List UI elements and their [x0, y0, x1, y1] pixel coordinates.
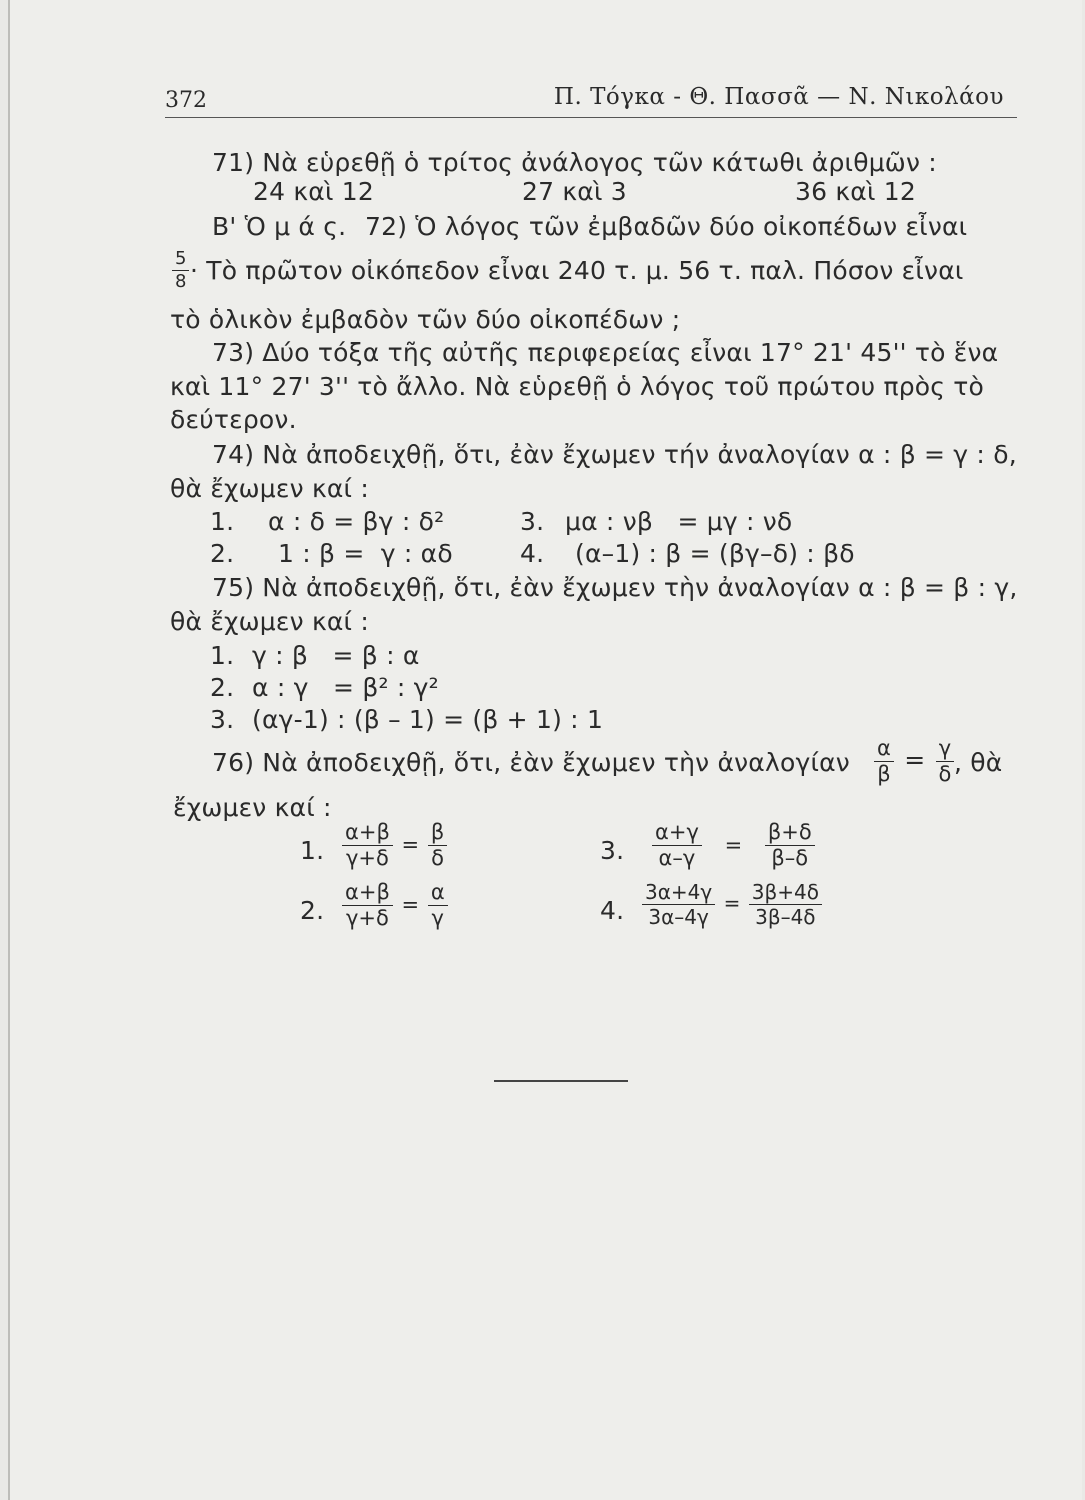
exercise-75-item-number: 2.: [210, 673, 235, 702]
exercise-73-line-1: 73) Δύο τόξα τῆς αὐτῆς περιφερείας εἶναι 17° 21' 45'' τὸ ἕνα: [212, 338, 999, 367]
exercise-74-item-number: 1.: [210, 507, 235, 536]
exercise-74-item-number: 3.: [520, 507, 545, 536]
running-header-authors: Π. Τόγκα - Θ. Πασσᾶ — Ν. Νικολάου: [553, 84, 1004, 110]
exercise-76-item-number: 4.: [600, 896, 625, 925]
equals-sign: =: [401, 892, 420, 917]
exercise-76-item-number: 1.: [300, 836, 325, 865]
fraction-denominator: γ: [431, 906, 444, 930]
exercise-74-line-1: 74) Νὰ ἀποδειχθῇ, ὅτι, ἐὰν ἔχωμεν τήν ἀναλογίαν α : β = γ : δ,: [212, 440, 1017, 469]
fraction-denominator: γ+δ: [345, 846, 389, 870]
equals-sign: =: [723, 891, 741, 915]
exercise-74-item-expression: (α–1) : β = (βγ–δ) : βδ: [575, 539, 855, 568]
exercise-76-item-equation: [340, 822, 449, 869]
exercise-74-line-2: θὰ ἔχωμεν καί :: [170, 474, 369, 503]
exercise-71-pair-2: 27 καὶ 3: [522, 177, 627, 206]
fraction-numerator: γ: [936, 738, 955, 762]
exercise-73-line-2: καὶ 11° 27' 3'' τὸ ἄλλο. Νὰ εὑρεθῇ ὁ λόγος τοῦ πρώτου πρὸς τὸ: [170, 372, 985, 401]
exercise-76-item-number: 2.: [300, 896, 325, 925]
book-page: [8, 0, 1082, 1500]
section-end-rule: [494, 1080, 628, 1082]
page-number: 372: [165, 88, 207, 113]
exercise-72-line-3: τὸ ὁλικὸν ἐμβαδὸν τῶν δύο οἰκοπέδων ;: [170, 305, 681, 334]
exercise-76-item-equation: [340, 882, 450, 929]
exercise-74-item-expression: α : δ = βγ : δ²: [268, 507, 445, 536]
exercise-75-line-1: 75) Νὰ ἀποδειχθῇ, ὅτι, ἐὰν ἔχωμεν τὴν ἀναλογίαν α : β = β : γ,: [212, 573, 1018, 602]
header-rule: [165, 117, 1017, 118]
exercise-75-item-number: 3.: [210, 705, 235, 734]
exercise-75-item-expression: γ : β = β : α: [252, 641, 420, 670]
exercise-75-item-number: 1.: [210, 641, 235, 670]
equals-sign: =: [904, 745, 926, 775]
exercise-72-fraction: [170, 250, 191, 291]
fraction-numerator: α+β: [342, 882, 393, 906]
fraction-numerator: 5: [172, 250, 189, 271]
exercise-76-item-number: 3.: [600, 836, 625, 865]
exercise-71-pair-1: 24 καὶ 12: [253, 177, 374, 206]
exercise-74-item-number: 2.: [210, 539, 235, 568]
fraction-denominator: 3α–4γ: [648, 905, 709, 929]
exercise-74-item-expression: 1 : β = γ : αδ: [278, 539, 453, 568]
exercise-76-proportion: [872, 738, 957, 785]
fraction-numerator: 3α+4γ: [642, 882, 715, 905]
fraction-numerator: α: [428, 882, 448, 906]
fraction-numerator: β+δ: [765, 822, 815, 846]
fraction-numerator: β: [428, 822, 447, 846]
fraction-numerator: 3β+4δ: [749, 882, 822, 905]
equals-sign: =: [401, 832, 420, 857]
fraction-numerator: α+γ: [652, 822, 702, 846]
equals-sign: =: [724, 832, 743, 857]
exercise-74-item-number: 4.: [520, 539, 545, 568]
fraction-denominator: δ: [431, 846, 444, 870]
exercise-72-line-2: · Τὸ πρῶτον οἰκόπεδον εἶναι 240 τ. μ. 56 τ. παλ. Πόσον εἶναι: [190, 256, 964, 285]
exercise-71-text: 71) Νὰ εὑρεθῇ ὁ τρίτος ἀνάλογος τῶν κάτωθι ἀριθμῶν :: [212, 148, 937, 177]
exercise-73-line-3: δεύτερον.: [170, 405, 297, 434]
fraction-denominator: 3β–4δ: [755, 905, 816, 929]
fraction-denominator: β: [877, 762, 891, 786]
fraction-denominator: γ+δ: [345, 906, 389, 930]
fraction-denominator: α–γ: [658, 846, 696, 870]
exercise-76-line-2: ἔχωμεν καί :: [173, 793, 332, 822]
exercise-76-line-1: 76) Νὰ ἀποδειχθῇ, ὅτι, ἐὰν ἔχωμεν τὴν ἀναλογίαν: [212, 748, 850, 777]
exercise-71-pair-3: 36 καὶ 12: [795, 177, 916, 206]
exercise-76-item-equation: [640, 882, 824, 927]
exercise-75-item-expression: α : γ = β² : γ²: [252, 673, 439, 702]
exercise-72-line-1: 72) Ὁ λόγος τῶν ἐμβαδῶν δύο οἰκοπέδων εἶναι: [365, 212, 968, 241]
fraction-denominator: β–δ: [771, 846, 809, 870]
fraction-denominator: δ: [938, 762, 952, 786]
exercise-76-line-1-end: , θὰ: [954, 748, 1003, 777]
fraction-numerator: α+β: [342, 822, 393, 846]
exercise-74-item-expression: μα : νβ = μγ : νδ: [565, 507, 793, 536]
exercise-75-item-expression: (αγ-1) : (β – 1) = (β + 1) : 1: [252, 705, 604, 734]
exercise-76-item-equation: [650, 822, 817, 869]
fraction-numerator: α: [874, 738, 894, 762]
group-b-label: Β' Ὁ μ ά ς.: [212, 212, 347, 241]
fraction-denominator: 8: [175, 271, 187, 292]
exercise-75-line-2: θὰ ἔχωμεν καί :: [170, 607, 369, 636]
